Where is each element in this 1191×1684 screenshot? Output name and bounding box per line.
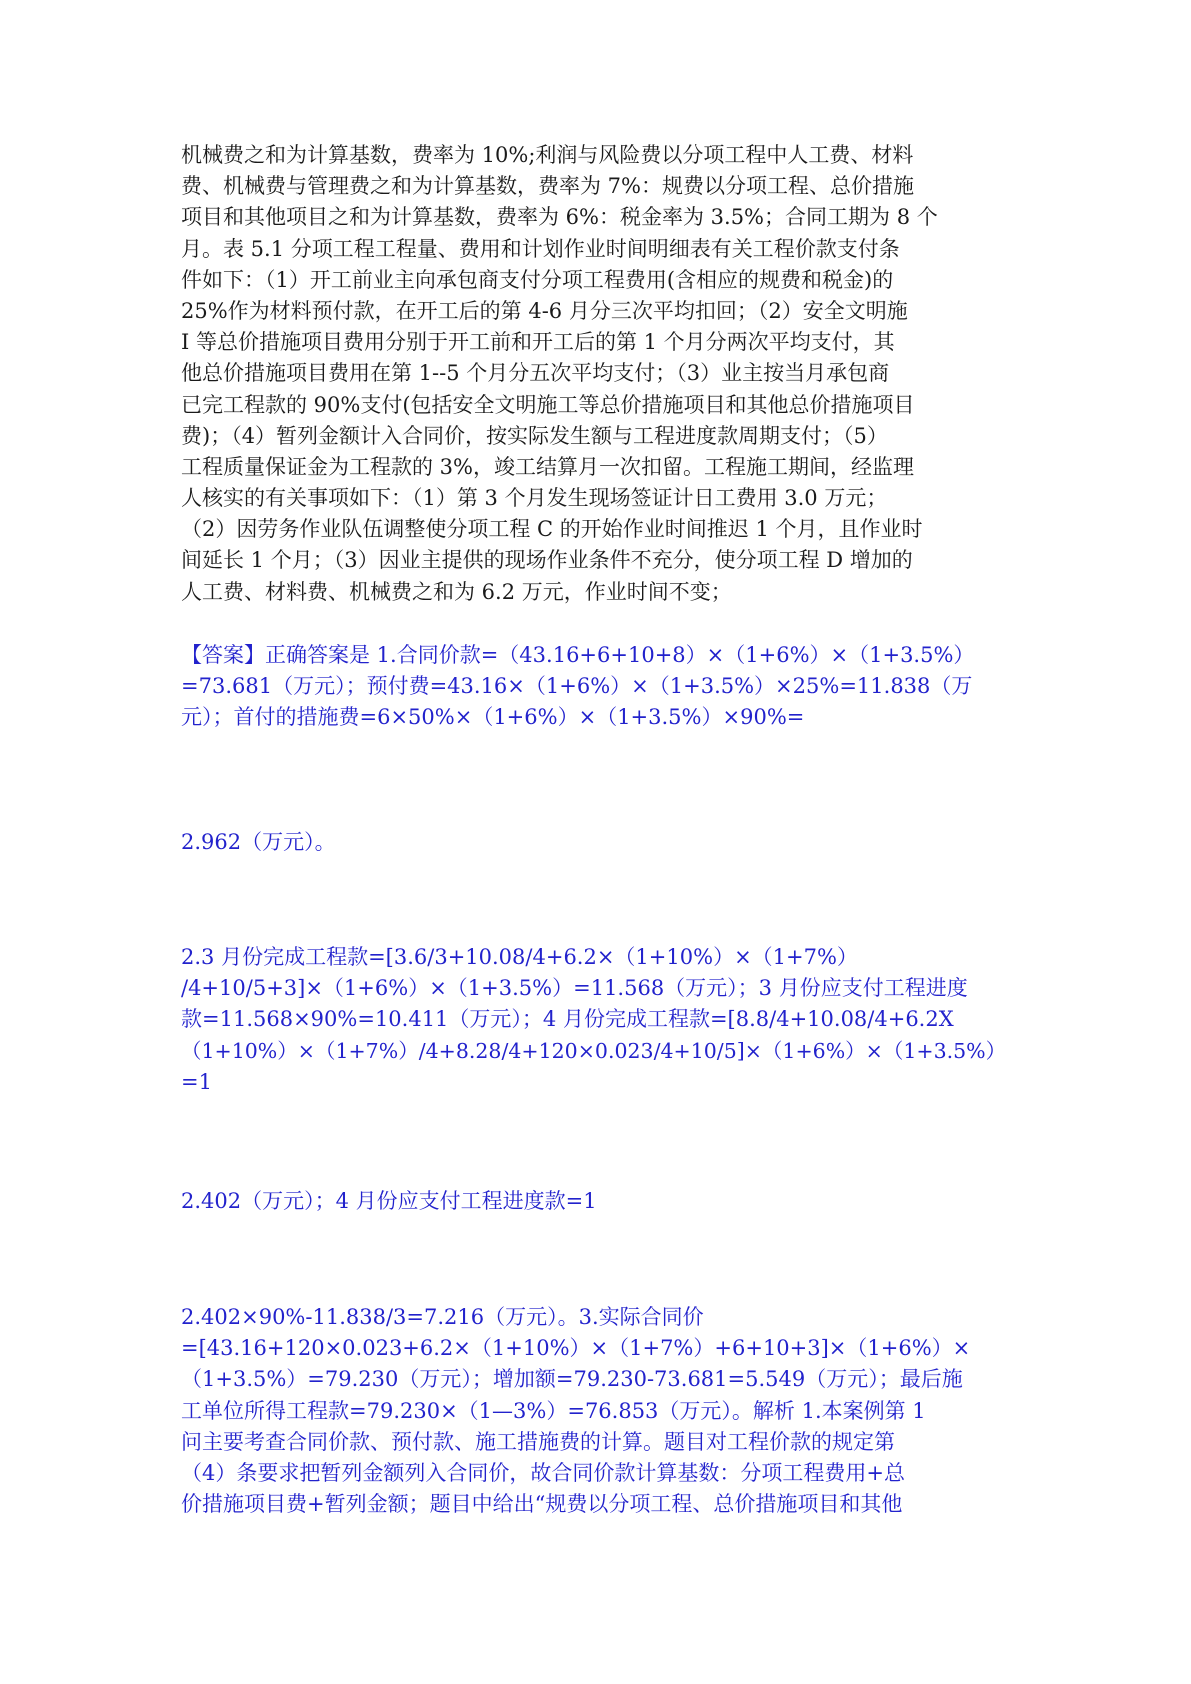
text-line: 费)；（4）暂列金额计入合同价，按实际发生额与工程进度款周期支付；（5）: [181, 423, 888, 448]
answer-line: 2.402×90%-11.838/3=7.216（万元）。3.实际合同价: [181, 1305, 704, 1329]
answer-line: （1+3.5%）=79.230（万元）；增加额=79.230-73.681=5.549（万元）；最后施: [181, 1367, 963, 1392]
text-line: 人核实的有关事项如下：（1）第 3 个月发生现场签证计日工费用 3.0 万元；: [181, 486, 888, 511]
answer-part-4: [181, 1186, 1016, 1217]
text-line: 人工费、材料费、机械费之和为 6.2 万元，作业时间不变；: [181, 579, 732, 604]
answer-line: 2.962（万元）。: [181, 830, 336, 854]
question-text: [181, 140, 1016, 608]
answer-line: （1+10%）×（1+7%）/4+8.28/4+120×0.023/4+10/5]×（1+6%）×（1+3.5%）: [181, 1038, 1007, 1063]
text-line: 已完工程款的 90%支付(包括安全文明施工等总价措施项目和其他总价措施项目: [181, 392, 915, 417]
answer-line: 问主要考查合同价款、预付款、施工措施费的计算。题目对工程价款的规定第: [181, 1429, 895, 1454]
text-line: 他总价措施项目费用在第 1--5 个月分五次平均支付；（3）业主按当月承包商: [181, 361, 890, 386]
answer-line: 价措施项目费+暂列金额；题目中给出“规费以分项工程、总价措施项目和其他: [181, 1492, 903, 1517]
text-line: 件如下：（1）开工前业主向承包商支付分项工程费用(含相应的规费和税金)的: [181, 267, 894, 292]
answer-line: 2.402（万元）；4 月份应支付工程进度款=1: [181, 1189, 597, 1213]
answer-line: =73.681（万元）；预付费=43.16×（1+6%）×（1+3.5%）×25%=11.838（万: [181, 674, 973, 699]
answer-part-1: [181, 640, 1016, 734]
answer-line: （4）条要求把暂列金额列入合同价，故合同价款计算基数：分项工程费用+总: [181, 1460, 905, 1485]
answer-line: 2.3 月份完成工程款=[3.6/3+10.08/4+6.2×（1+10%）×（1+7%）: [181, 945, 858, 969]
text-line: 工程质量保证金为工程款的 3%，竣工结算月一次扣留。工程施工期间，经监理: [181, 454, 914, 479]
answer-line: 工单位所得工程款=79.230×（1—3%）=76.853（万元）。解析 1.本案例第 1: [181, 1398, 926, 1423]
answer-line: 款=11.568×90%=10.411（万元）；4 月份完成工程款=[8.8/4+10.08/4+6.2X: [181, 1007, 954, 1032]
text-line: 费、机械费与管理费之和为计算基数，费率为 7%：规费以分项工程、总价措施: [181, 174, 914, 199]
text-line: 间延长 1 个月；（3）因业主提供的现场作业条件不充分，使分项工程 D 增加的: [181, 548, 913, 573]
text-line: 项目和其他项目之和为计算基数，费率为 6%：税金率为 3.5%；合同工期为 8 个: [181, 205, 938, 230]
answer-part-5: [181, 1302, 1016, 1520]
answer-part-2: [181, 827, 1016, 858]
answer-line: =[43.16+120×0.023+6.2×（1+10%）×（1+7%）+6+10+3]×（1+6%）×: [181, 1336, 971, 1361]
answer-line: 【答案】正确答案是 1.合同价款=（43.16+6+10+8）×（1+6%）×（1+3.5%）: [181, 643, 975, 667]
text-line: 机械费之和为计算基数，费率为 10%;利润与风险费以分项工程中人工费、材料: [181, 143, 914, 167]
answer-line: /4+10/5+3]×（1+6%）×（1+3.5%）=11.568（万元）；3 月份应支付工程进度: [181, 976, 968, 1001]
answer-line: 元）；首付的措施费=6×50%×（1+6%）×（1+3.5%）×90%=: [181, 705, 805, 730]
text-line: （2）因劳务作业队伍调整使分项工程 C 的开始作业时间推迟 1 个月，且作业时: [181, 517, 923, 542]
answer-part-3: [181, 942, 1016, 1098]
answer-line: =1: [181, 1069, 212, 1094]
text-line: 月。表 5.1 分项工程工程量、费用和计划作业时间明细表有关工程价款支付条: [181, 236, 900, 261]
text-line: I 等总价措施项目费用分别于开工前和开工后的第 1 个月分两次平均支付，其: [181, 330, 895, 355]
text-line: 25%作为材料预付款，在开工后的第 4-6 月分三次平均扣回；（2）安全文明施: [181, 298, 908, 323]
